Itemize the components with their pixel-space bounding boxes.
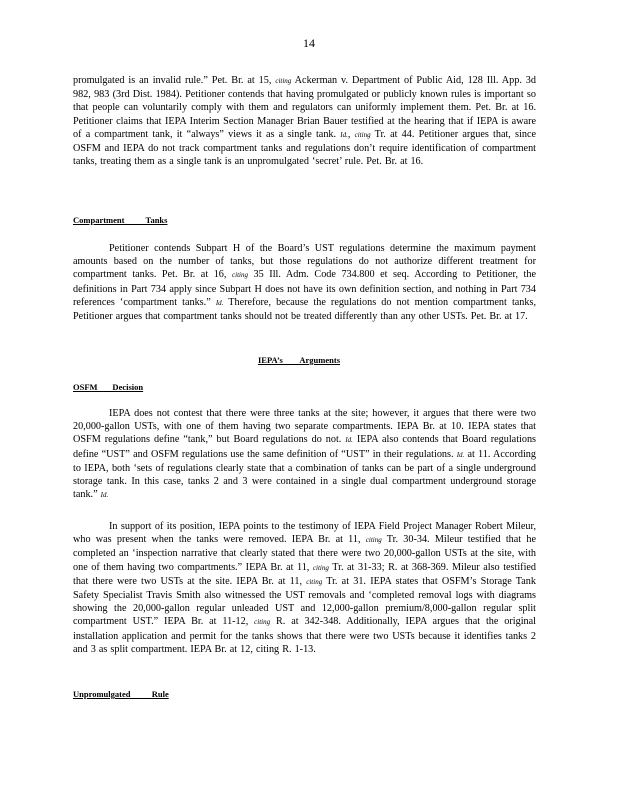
text-segment: Therefore, because the regulations do not mention compartment tanks, Petitioner argues that compartment tanks should not be treated differently than any other USTs. Pet. Br. at 17. (73, 296, 536, 323)
text-segment: Ackerman v. Department of Public Aid, 128 Ill. App. 3d 982, 983 (3rd Dist. 1984). Petitioner contends that having promulgated or publicly known rules is important so that people can voluntarily comply with them and regulators can uniformly implement them. Pet. Br. at 16. Petitioner claims that IEPA Interim Section Manager Brian Bauer testified at the hearing that if IEPA is aware of a compartment tank, it “always” views it as a single tank. (73, 75, 536, 140)
text-segment: at 11. According to IEPA, both ‘sets of regulations clearly state that a combination of tanks can be part of a single underground storage tank. In this case, tanks 2 and 3 were contained in a single dual compartment underground storage tank.” (73, 448, 536, 501)
citation-signal: Id. (456, 450, 465, 459)
citation-signal: Id. (215, 298, 224, 307)
paragraph-compartment-tanks (73, 242, 536, 323)
text-segment: In support of its position, IEPA points to the testimony of IEPA Field Project Manager Robert Mileur, who was present when the tanks were removed. IEPA Br. at 11, (73, 521, 536, 546)
text-segment: , (347, 128, 355, 140)
heading-iepa-arguments: IEPA’s Arguments (258, 355, 341, 365)
paragraph-osfm-decision (73, 407, 536, 502)
text-segment: Petitioner contends Subpart H of the Board’s UST regulations determine the maximum payment amounts based on the number of tanks, but those regulations do not authorize different treatment for compartment tanks. Pet. Br. at 16, (73, 243, 536, 281)
text-segment: Tr. 30-34. Mileur testified that he completed an ‘inspection narrative that clearly stated that there were two 20,000-gallon USTs at the site, with one of them having two compartments.” IEPA Br. at 11, (73, 534, 536, 573)
citation-signal: citing (354, 130, 371, 139)
paragraph-mileur-testimony (73, 520, 536, 656)
text-segment: IEPA also contends that Board regulations define “UST” and OSFM regulations use the same definition of “UST” in their regulations. (73, 434, 537, 460)
text-segment: Tr. at 44. Petitioner argues that, since OSFM and IEPA do not track compartment tanks and regulations don’t require identification of compartment tanks, treating them as a single tank is an unpromulgated ‘secret’ rule. Pet. Br. at 16. (73, 128, 536, 168)
text-segment: promulgated is an invalid rule.” Pet. Br. at 15, (73, 75, 276, 86)
citation-signal: Id. (340, 130, 348, 139)
citation-signal: citing (254, 618, 271, 627)
citation-signal: citing (232, 271, 248, 280)
text-segment: R. at 342-348. Additionally, IEPA argues that the original installation application and permit for the tanks shows that there were two USTs because it identifies tanks 2 and 3 as split compartment. IEPA Br. at 12, citing R. 1-13. (73, 616, 536, 655)
text-segment: Tr. at 31-33; R. at 368-369. Mileur also testified that there were two USTs at the site. IEPA Br. at 11, (73, 561, 537, 587)
heading-compartment-tanks: Compartment Tanks (73, 215, 168, 225)
heading-unpromulgated-rule: Unpromulgated Rule (73, 689, 169, 699)
citation-signal: citing (306, 577, 323, 586)
citation-signal: citing (275, 77, 292, 85)
text-segment: 35 Ill. Adm. Code 734.800 et seq. According to Petitioner, the definitions in Part 734 apply since Subpart H does not have its own definition section, and nothing in Part 734 references ‘compartment tanks.” (73, 269, 537, 308)
heading-osfm-decision: OSFM Decision (73, 382, 144, 392)
paragraph-unpromulgated-argument (73, 74, 536, 168)
text-segment: Tr. at 31. IEPA states that OSFM’s Storage Tank Safety Specialist Travis Smith also witnessed the UST removals and ‘completed removal logs with diagrams showing the 20,000-gallon regular unleaded UST and 12,000-gallon premium/8,000-gallon regular split compartment UST.” IEPA Br. at 11-12, (73, 575, 536, 628)
text-segment: IEPA does not contest that there were three tanks at the site; however, it argues that there were two 20,000-gallon USTs, with one of them having two separate compartments. IEPA Br. at 10. IEPA states that OSFM regulations define “tank,” but Board regulations do not. (73, 408, 536, 446)
citation-signal: citing (312, 563, 329, 572)
citation-signal: Id. (345, 436, 353, 445)
citation-signal: Id. (100, 491, 109, 500)
page-number: 14 (303, 36, 315, 50)
citation-signal: citing (365, 536, 382, 545)
